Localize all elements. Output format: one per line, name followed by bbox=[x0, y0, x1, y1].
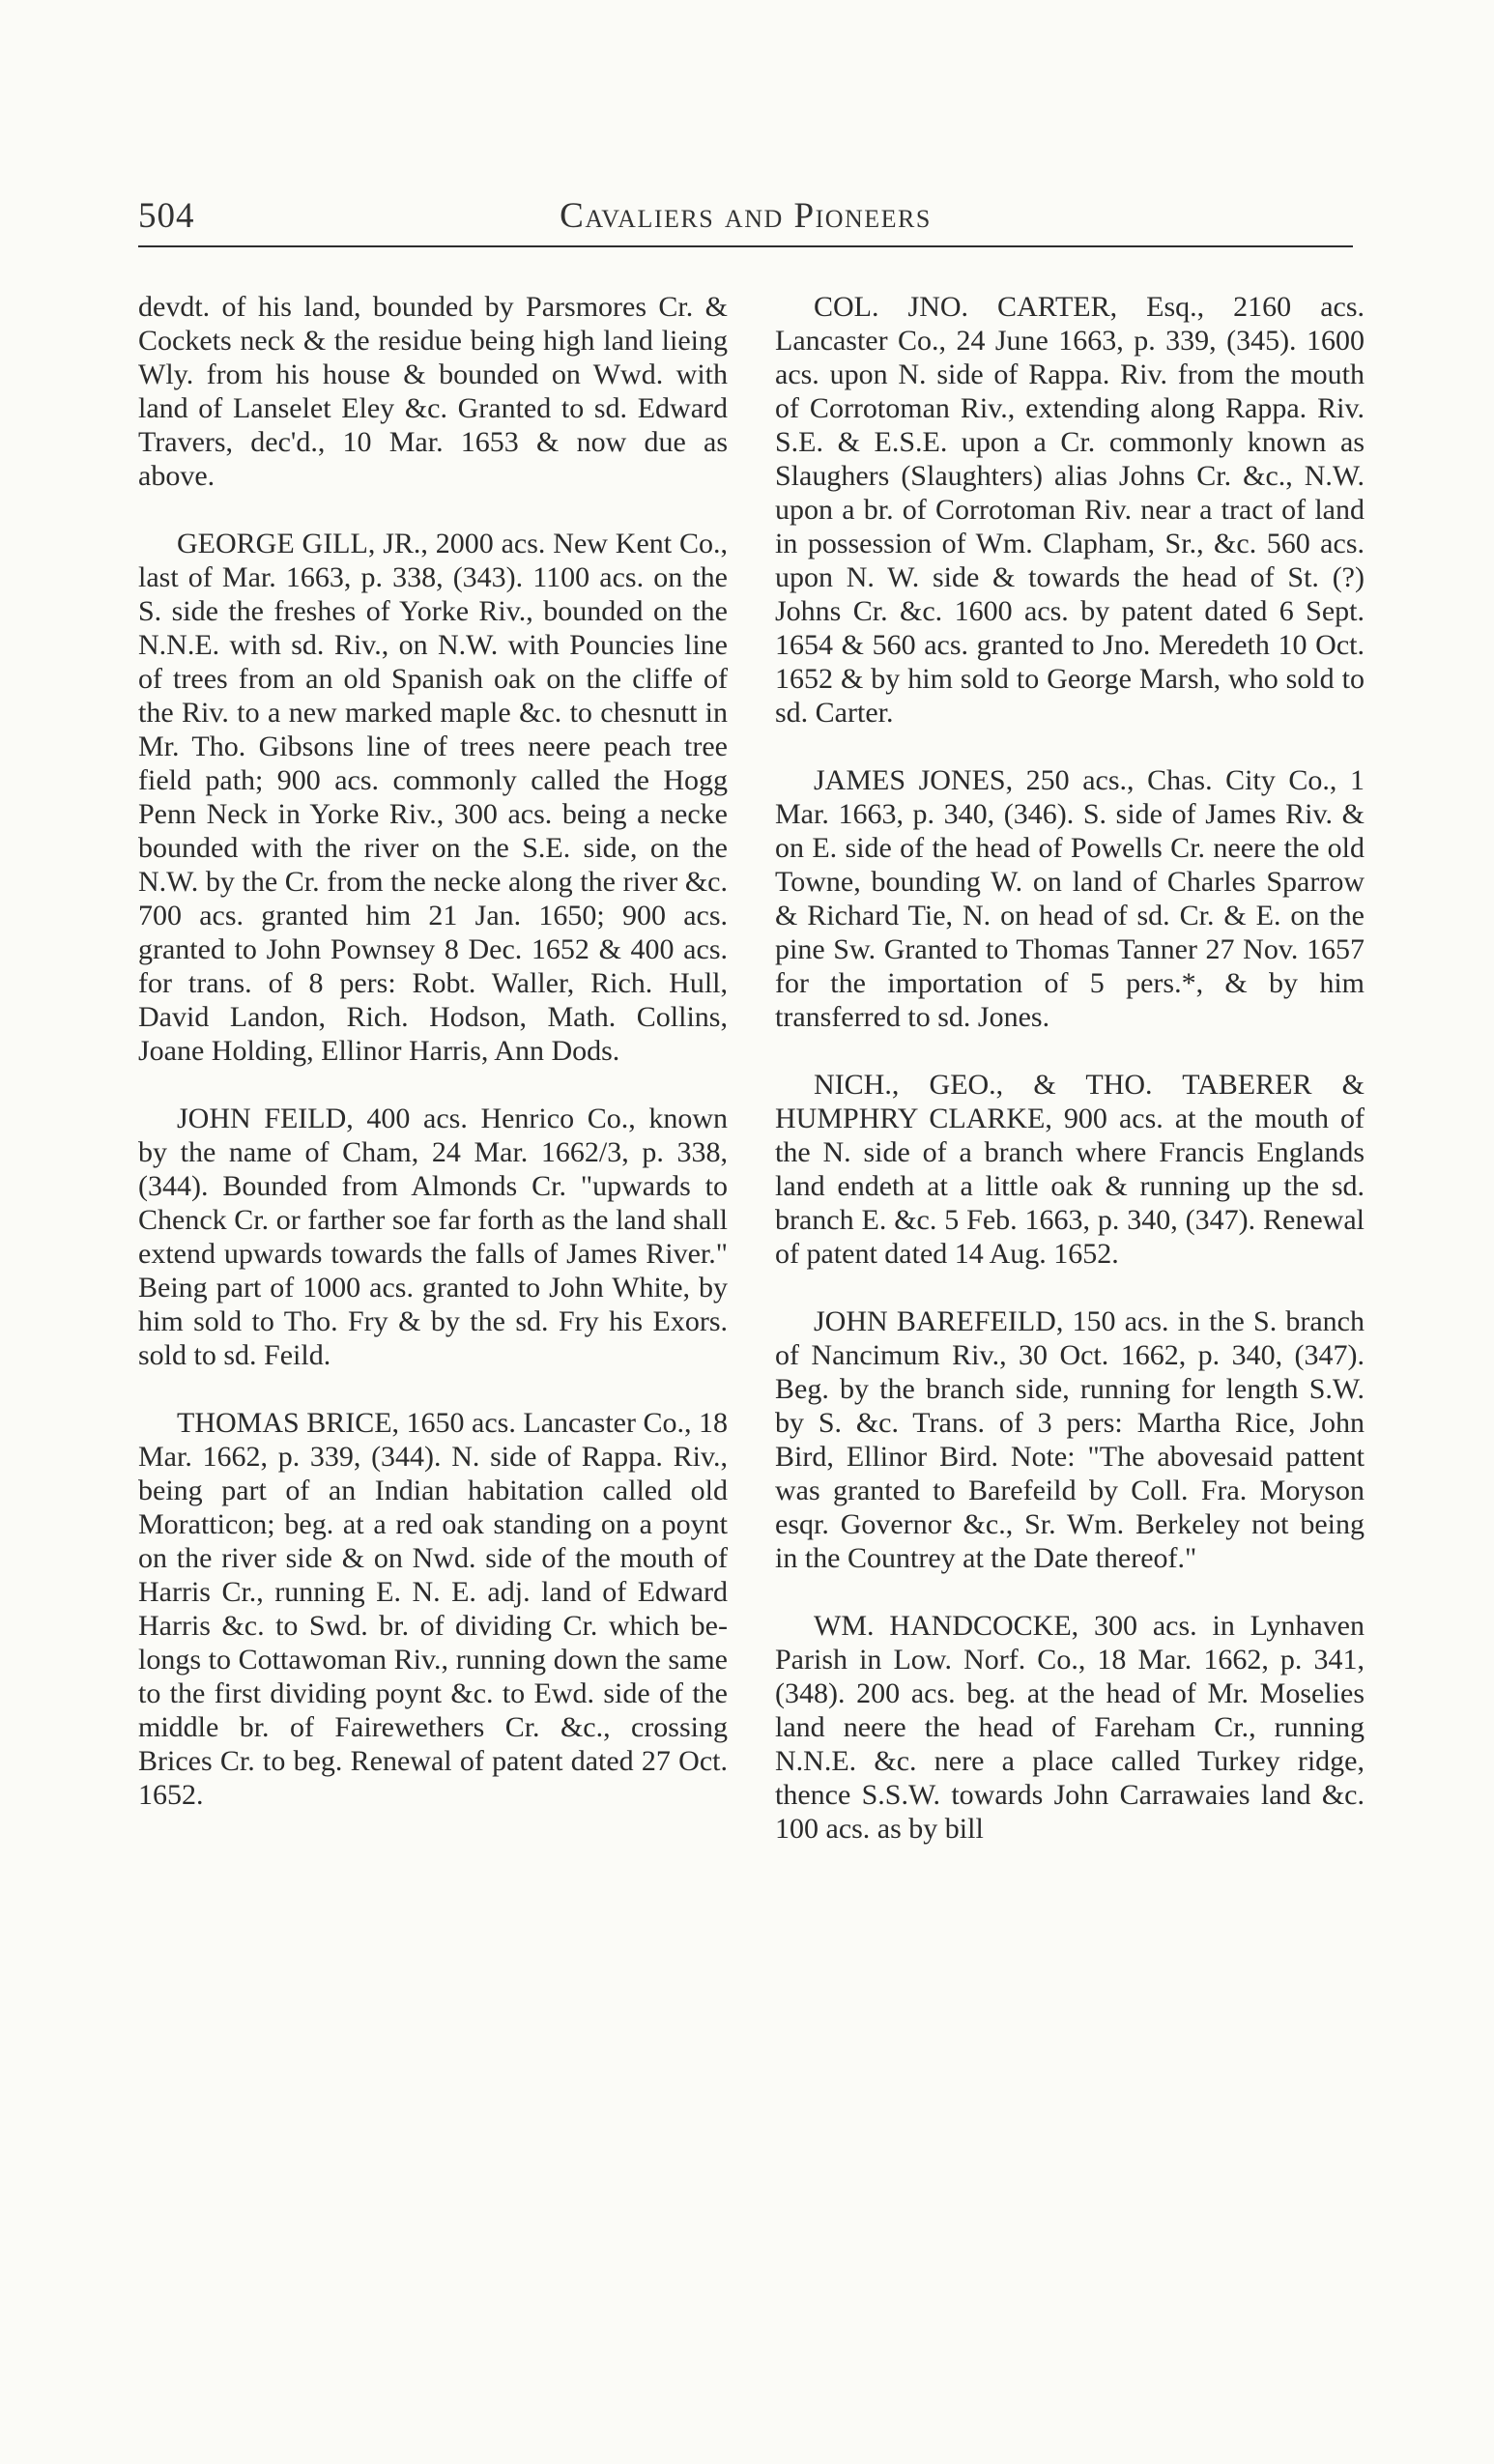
page-number: 504 bbox=[138, 196, 195, 236]
entry-john-barefeild: JOHN BAREFEILD, 150 acs. in the S. branch of Nancimum Riv., 30 Oct. 1662, p. 340, (347). Beg. by the branch side, running for length S.W. by S. &c. Trans. of 3 pers: Martha Rice, John Bird, Ellinor Bird. Note: "The abovesaid pattent was granted to Barefeild by Coll. Fra. Moryson esqr. Governor &c., Sr. Wm. Berkeley not being in the Countrey at the Date thereof." bbox=[775, 1305, 1365, 1574]
entry-thomas-brice: THOMAS BRICE, 1650 acs. Lancaster Co., 18 Mar. 1662, p. 339, (344). N. side of Rappa. Riv., being part of an Indian habitation called old Moratticon; beg. at a red oak standing on a poynt on the river side & on Nwd. side of the mouth of Harris Cr., running E. N. E. adj. land of Edward Harris &c. to Swd. br. of dividing Cr. which belongs to Cottawoman Riv., running down the same to the first dividing poynt &c. to Ewd. side of the middle br. of Fairewethers Cr. &c., crossing Brices Cr. to beg. Renewal of patent dated 27 Oct. 1652. bbox=[138, 1407, 728, 1811]
entry-taberer-clarke: NICH., GEO., & THO. TABERER & HUMPHRY CLARKE, 900 acs. at the mouth of the N. side of a branch where Francis Englands land endeth at a little oak & running up the sd. branch E. &c. 5 Feb. 1663, p. 340, (347). Renewal of patent dated 14 Aug. 1652. bbox=[775, 1069, 1365, 1270]
entry-james-jones: JAMES JONES, 250 acs., Chas. City Co., 1 Mar. 1663, p. 340, (346). S. side of James Riv. & on E. side of the head of Powells Cr. neere the old Towne, bounding W. on land of Charles Sparrow & Richard Tie, N. on head of sd. Cr. & E. on the pine Sw. Granted to Thomas Tanner 27 Nov. 1657 for the importation of 5 pers.*, & by him transferred to sd. Jones. bbox=[775, 764, 1365, 1033]
entry-john-feild: JOHN FEILD, 400 acs. Henrico Co., known by the name of Cham, 24 Mar. 1662/3, p. 338, (344). Bounded from Almonds Cr. "upwards to Chenck Cr. or farther soe far forth as the land shall extend upwards towards the falls of James River." Being part of 1000 acs. granted to John White, by him sold to Tho. Fry & by the sd. Fry his Exors. sold to sd. Feild. bbox=[138, 1103, 728, 1371]
entry-george-gill: GEORGE GILL, JR., 2000 acs. New Kent Co., last of Mar. 1663, p. 338, (343). 1100 acs. on the S. side the freshes of Yorke Riv., bounded on the N.N.E. with sd. Riv., on N.W. with Pouncies line of trees from an old Spanish oak on the cliffe of the Riv. to a new marked maple &c. to chesnutt in Mr. Tho. Gibsons line of trees neere peach tree field path; 900 acs. commonly called the Hogg Penn Neck in Yorke Riv., 300 acs. being a necke bounded with the river on the S.E. side, on the N.W. by the Cr. from the necke along the river &c. 700 acs. granted him 21 Jan. 1650; 900 acs. granted to John Pownsey 8 Dec. 1652 & 400 acs. for trans. of 8 pers: Robt. Waller, Rich. Hull, David Landon, Rich. Hodson, Math. Collins, Joane Holding, Ellinor Harris, Ann Dods. bbox=[138, 528, 728, 1067]
entry-continuation: devdt. of his land, bounded by Parsmores Cr. & Cockets neck & the residue being high land lieing Wly. from his house & bounded on Wwd. with land of Lanselet Eley &c. Granted to sd. Edward Travers, dec'd., 10 Mar. 1653 & now due as above. bbox=[138, 291, 728, 492]
left-column bbox=[138, 290, 728, 1846]
header-rule bbox=[138, 245, 1353, 247]
running-title: Cavaliers and Pioneers bbox=[560, 196, 932, 236]
right-column bbox=[775, 290, 1365, 1879]
entry-jno-carter: COL. JNO. CARTER, Esq., 2160 acs. Lancaster Co., 24 June 1663, p. 339, (345). 1600 acs. upon N. side of Rappa. Riv. from the mouth of Corrotoman Riv., extending along Rappa. Riv. S.E. & E.S.E. upon a Cr. commonly known as Slaughers (Slaughters) alias Johns Cr. &c., N.W. upon a br. of Corrotoman Riv. near a tract of land in possession of Wm. Clapham, Sr., &c. 560 acs. upon N. W. side & towards the head of St. (?) Johns Cr. &c. 1600 acs. by patent dated 6 Sept. 1654 & 560 acs. granted to Jno. Meredeth 10 Oct. 1652 & by him sold to George Marsh, who sold to sd. Carter. bbox=[775, 291, 1365, 729]
entry-wm-handcocke: WM. HANDCOCKE, 300 acs. in Lynhaven Parish in Low. Norf. Co., 18 Mar. 1662, p. 341, (348). 200 acs. beg. at the head of Mr. Moselies land neere the head of Fareham Cr., running N.N.E. &c. nere a place called Turkey ridge, thence S.S.W. towards John Carrawaies land &c. 100 acs. as by bill bbox=[775, 1610, 1365, 1845]
page-header bbox=[138, 189, 1353, 244]
